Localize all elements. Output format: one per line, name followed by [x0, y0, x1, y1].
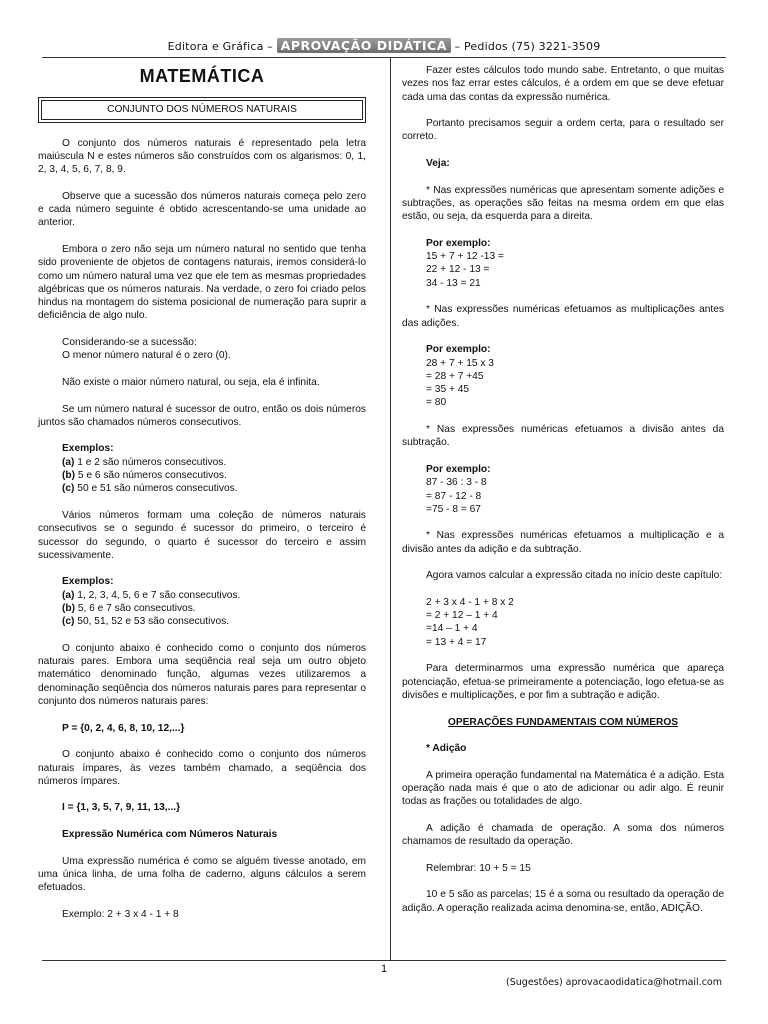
page-header: [0, 38, 768, 53]
succession-block: [38, 336, 366, 363]
example-item: [62, 589, 366, 602]
calc-line: 87 - 36 : 3 - 8: [426, 477, 487, 489]
examples-block-2: [38, 575, 366, 628]
example-key: (a): [62, 589, 75, 601]
paragraph: O conjunto abaixo é conhecido como o conjunto dos números naturais ímpares, às vezes também chamado, a seqüência dos números ímpares.: [38, 749, 366, 787]
calc-line: =75 - 8 = 67: [426, 503, 481, 515]
calc-line: 2 + 3 x 4 - 1 + 8 x 2: [426, 596, 514, 608]
reminder-line: Relembrar: 10 + 5 = 15: [426, 862, 531, 874]
example-expression: Exemplo: 2 + 3 x 4 - 1 + 8: [62, 908, 179, 920]
example-key: (c): [62, 616, 75, 628]
example-text: 1 e 2 são números consecutivos.: [74, 456, 227, 468]
example-text: 50, 51, 52 e 53 são consecutivos.: [74, 616, 230, 628]
example-key: (a): [62, 456, 75, 468]
paragraph: Portanto precisamos seguir a ordem certa, para o resultado ser correto.: [402, 118, 724, 143]
example-calc-3: [402, 463, 724, 516]
example-text: 1, 2, 3, 4, 5, 6 e 7 são consecutivos.: [74, 589, 241, 601]
example-item: [62, 469, 366, 482]
example-item: [62, 602, 366, 615]
paragraph: 10 e 5 são as parcelas; 15 é a soma ou resultado da operação de adição. A operação realizada acima denomina-se, então, ADIÇÃO.: [402, 889, 724, 914]
set-odd-numbers: I = {1, 3, 5, 7, 9, 11, 13,...}: [62, 802, 181, 814]
text-line: O menor número natural é o zero (0).: [62, 350, 231, 362]
footer-rule: [42, 960, 726, 961]
header-rule: [42, 57, 726, 58]
header-right-text: – Pedidos (75) 3221-3509: [454, 40, 601, 53]
calc-line: = 28 + 7 +45: [426, 370, 484, 382]
page-number: 1: [380, 963, 388, 975]
left-column: [38, 64, 366, 934]
calc-line: = 2 + 12 – 1 + 4: [426, 610, 498, 622]
paragraph: Não existe o maior número natural, ou seja, ela é infinita.: [62, 376, 320, 388]
subheading-addition: * Adição: [426, 743, 467, 755]
paragraph: Se um número natural é sucessor de outro, então os dois números juntos são chamados números consecutivos.: [38, 403, 366, 428]
examples-block-1: [38, 442, 366, 495]
example-text: 50 e 51 são números consecutivos.: [74, 483, 238, 495]
calc-line: 15 + 7 + 12 -13 =: [426, 251, 504, 263]
example-item: [62, 456, 366, 469]
paragraph: Vários números formam uma coleção de números naturais consecutivos se o segundo é sucessor do primeiro, o terceiro é sucessor do segundo, o quarto é sucessor do terceiro e assim sucessivamente.: [38, 509, 366, 561]
calc-line: = 87 - 12 - 8: [426, 490, 482, 502]
calc-line: =14 – 1 + 4: [426, 623, 478, 635]
example-item: [62, 482, 366, 495]
section-heading-operations: OPERAÇÕES FUNDAMENTAIS COM NÚMEROS: [447, 716, 679, 728]
paragraph: O conjunto dos números naturais é representado pela letra maiúscula N e estes números são construídos com os algarismos: 0, 1, 2, 3, 4, 5, 6, 7, 8, 9.: [38, 137, 366, 176]
example-heading: Por exemplo:: [426, 344, 491, 356]
header-left-text: Editora e Gráfica –: [167, 40, 273, 53]
set-even-numbers: P = {0, 2, 4, 6, 8, 10, 12,...}: [62, 722, 185, 734]
paragraph: Embora o zero não seja um número natural no sentido que tenha sido proveniente de objetos de contagens naturais, iremos considerá-lo como um número natural uma vez que ele tem as mesmas propriedades algébricas que os números naturais. Na verdade, o zero foi criado pelos hindus na montagem do sistema posicional de numeração para suprir a deficiência de algo nulo.: [38, 243, 366, 322]
examples-heading: Exemplos:: [62, 576, 114, 588]
example-text: 5 e 6 são números consecutivos.: [75, 470, 227, 482]
paragraph: Fazer estes cálculos todo mundo sabe. Entretanto, o que muitas vezes nos faz errar estes cálculos, é a ordem em que se deve efetuar cada uma das contas da expressão numérica.: [402, 65, 724, 103]
example-text: 5, 6 e 7 são consecutivos.: [75, 602, 196, 614]
text-line: Considerando-se a sucessão:: [62, 337, 197, 349]
section-title-box: [38, 97, 366, 122]
calc-line: 34 - 13 = 21: [426, 277, 481, 289]
example-key: (b): [62, 470, 76, 482]
example-calc-1: [402, 237, 724, 290]
brand-logo: APROVAÇÃO DIDÁTICA: [277, 38, 451, 53]
page-title: MATEMÁTICA: [139, 66, 265, 86]
paragraph: * Nas expressões numéricas que apresentam somente adições e subtrações, as operações são feitas na mesma ordem em que elas estão, ou seja, da esquerda para a direita.: [402, 184, 724, 223]
paragraph: * Nas expressões numéricas efetuamos a multiplicação e a divisão antes da adição e da subtração.: [402, 530, 724, 555]
example-key: (b): [62, 602, 76, 614]
paragraph: Uma expressão numérica é como se alguém tivesse anotado, em uma única linha, de uma folha de caderno, alguns cálculos a serem efetuados.: [38, 855, 366, 894]
column-divider: [390, 58, 391, 960]
calc-line: = 80: [426, 397, 447, 409]
example-item: [62, 615, 366, 628]
example-heading: Por exemplo:: [426, 237, 491, 249]
paragraph: Observe que a sucessão dos números naturais começa pelo zero e cada número seguinte é obtido acrescentando-se uma unidade ao anterior.: [38, 190, 366, 229]
calc-block: [402, 596, 724, 649]
section-title: CONJUNTO DOS NÚMEROS NATURAIS: [41, 100, 363, 119]
paragraph: Agora vamos calcular a expressão citada no início deste capítulo:: [426, 570, 723, 582]
examples-heading: Exemplos:: [62, 443, 114, 455]
paragraph: * Nas expressões numéricas efetuamos as multiplicações antes das adições.: [402, 304, 724, 329]
paragraph: A adição é chamada de operação. A soma dos números chamamos de resultado da operação.: [402, 822, 724, 848]
footer-email: (Sugestões) aprovacaodidatica@hotmail.com: [506, 977, 722, 988]
subheading-expression: Expressão Numérica com Números Naturais: [62, 829, 278, 841]
paragraph: O conjunto abaixo é conhecido como o conjunto dos números naturais pares. Embora uma seqüência real seja um outro objeto matemático denominado função, algumas vezes utilizaremos a denominação seqüência dos números naturais pares para representar o conjunto dos números naturais pares:: [38, 642, 366, 708]
paragraph: A primeira operação fundamental na Matemática é a adição. Esta operação nada mais é que o ato de adicionar ou adir algo. É reunir todas as frações ou totalidades de algo.: [402, 769, 724, 808]
paragraph: Para determinarmos uma expressão numérica que apareça potenciação, efetua-se primeiramente a potenciação, logo efetua-se as divisões e multiplicações, e por fim a subtração e adição.: [402, 663, 724, 701]
calc-line: = 13 + 4 = 17: [426, 636, 487, 648]
right-column: [402, 64, 724, 928]
example-key: (c): [62, 483, 75, 495]
calc-line: 28 + 7 + 15 x 3: [426, 357, 494, 369]
paragraph: * Nas expressões numéricas efetuamos a divisão antes da subtração.: [402, 424, 724, 449]
calc-line: 22 + 12 - 13 =: [426, 264, 490, 276]
example-calc-2: [402, 343, 724, 409]
veja-label: Veja:: [426, 158, 450, 170]
example-heading: Por exemplo:: [426, 463, 491, 475]
calc-line: = 35 + 45: [426, 384, 470, 396]
